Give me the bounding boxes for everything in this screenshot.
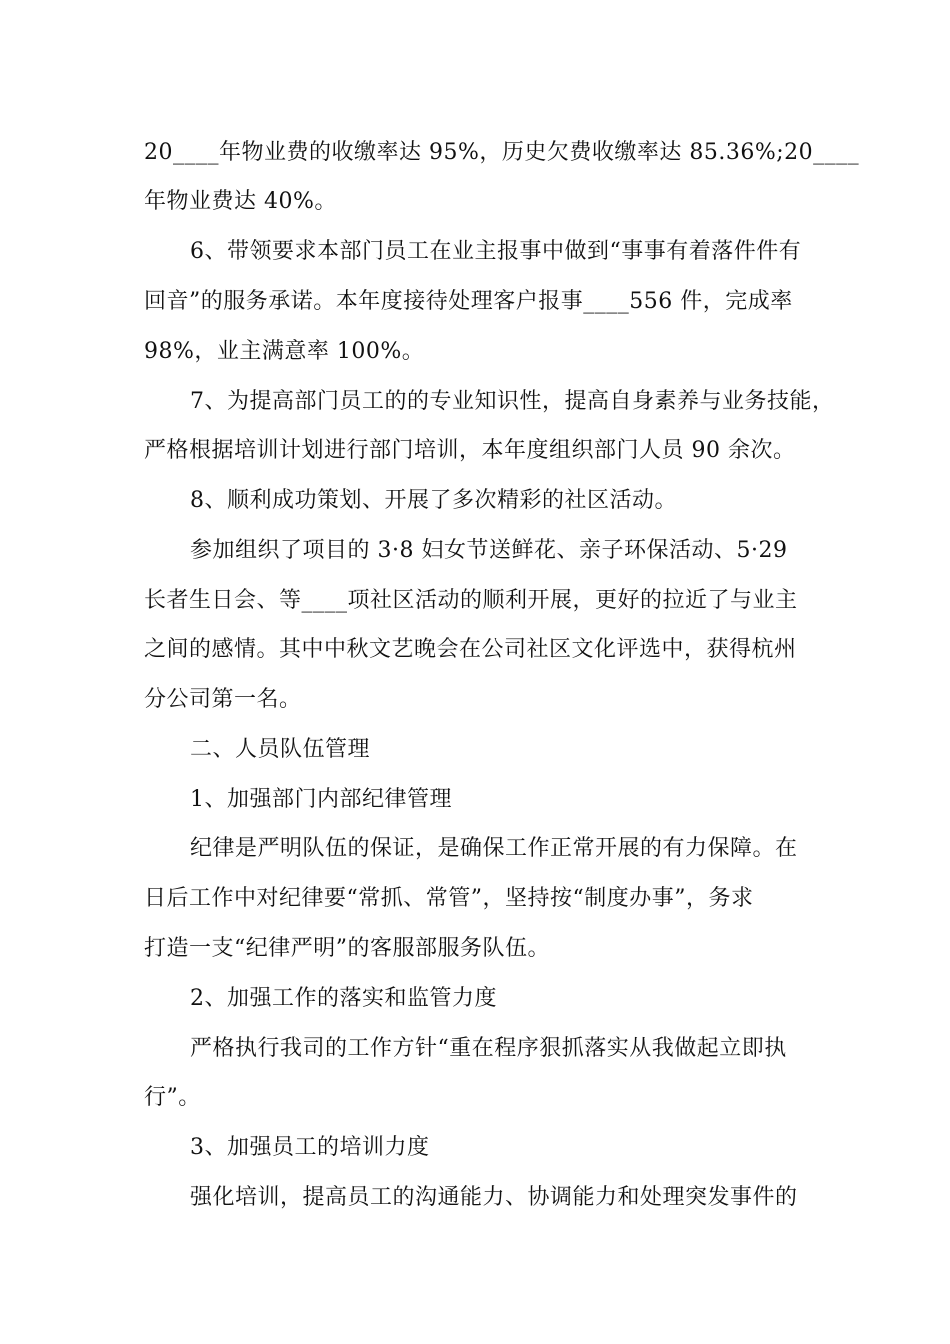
text-line: 回音”的服务承诺。本年度接待处理客户报事____556 件，完成率 <box>144 289 793 314</box>
text-line: 年物业费达 40%。 <box>144 189 337 214</box>
text-line: 分公司第一名。 <box>144 687 302 712</box>
text-line: 7、为提高部门员工的的专业知识性，提高自身素养与业务技能， <box>190 389 835 414</box>
text-line: 纪律是严明队伍的保证，是确保工作正常开展的有力保障。在 <box>190 836 798 861</box>
text-line: 打造一支“纪律严明”的客服部服务队伍。 <box>144 936 550 961</box>
text-line: 98%，业主满意率 100%。 <box>144 339 425 364</box>
text-line: 之间的感情。其中中秋文艺晚会在公司社区文化评选中，获得杭州 <box>144 637 797 662</box>
text-line: 强化培训，提高员工的沟通能力、协调能力和处理突发事件的 <box>190 1185 798 1210</box>
subsection-heading: 1、加强部门内部纪律管理 <box>190 787 452 812</box>
text-line: 日后工作中对纪律要“常抓、常管”，坚持按“制度办事”，务求 <box>144 886 754 911</box>
text-line: 行”。 <box>144 1085 201 1110</box>
text-line: 严格执行我司的工作方针“重在程序狠抓落实从我做起立即执 <box>190 1036 787 1061</box>
subsection-heading: 2、加强工作的落实和监管力度 <box>190 986 497 1011</box>
text-line: 8、顺利成功策划、开展了多次精彩的社区活动。 <box>190 488 677 513</box>
subsection-heading: 3、加强员工的培训力度 <box>190 1135 430 1160</box>
text-line: 6、带领要求本部门员工在业主报事中做到“事事有着落件件有 <box>190 239 802 264</box>
text-line: 20____年物业费的收缴率达 95%，历史欠费收缴率达 85.36%;20____ <box>144 140 860 165</box>
text-line: 长者生日会、等____项社区活动的顺利开展，更好的拉近了与业主 <box>144 588 798 613</box>
section-heading: 二、人员队伍管理 <box>190 737 371 762</box>
text-line: 参加组织了项目的 3·8 妇女节送鲜花、亲子环保活动、5·29 <box>190 538 788 563</box>
text-line: 严格根据培训计划进行部门培训，本年度组织部门人员 90 余次。 <box>144 438 796 463</box>
